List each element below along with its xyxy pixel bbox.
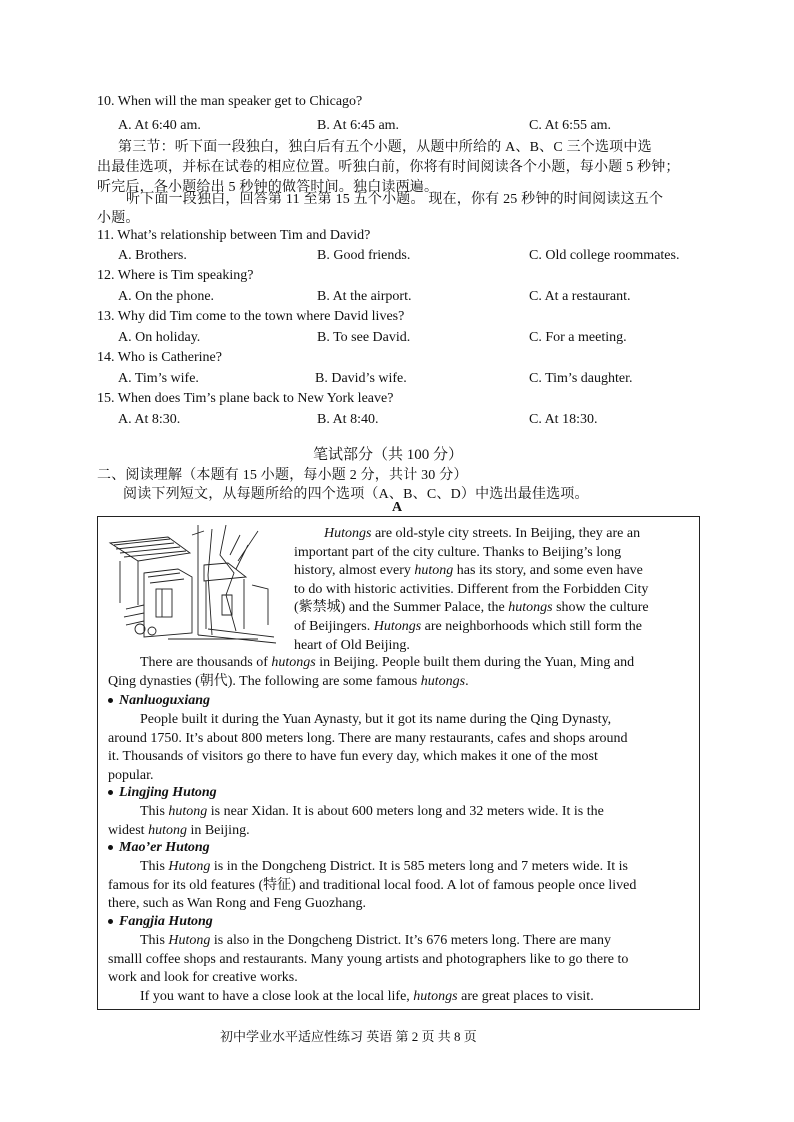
paragraph-nanluoguxiang: People built it during the Yuan Aynasty, but it got its name during the Qing Dynasty, around 1750. It’s about 800 meters long. There are many restaurants, cafes and shops around it. Thousands of visitors go there to have fun every day, which makes it one of the most popular. (108, 712, 628, 783)
section3-instruction-line3: 听完后，各小题给出 5 秒钟的做答时间。独白读两遍。 (97, 180, 439, 195)
intro-line-6: of Beijingers. Hutongs are neighborhoods which still form the (294, 618, 643, 634)
question-14: 14. Who is Catherine? (97, 350, 222, 365)
question-13: 13. Why did Tim come to the town where David lives? (97, 309, 405, 324)
intro-line-2: important part of the city culture. Thanks to Beijing’s long (294, 544, 622, 560)
intro-paragraph (294, 525, 692, 655)
question-12: 12. Where is Tim speaking? (97, 268, 254, 283)
q11-option-a: A. Brothers. (118, 248, 187, 263)
section3-instruction-line2: 出最佳选项，并标在试卷的相应位置。听独白前，你将有时间阅读各个小题，每小题 5 秒钟； (97, 160, 680, 175)
q11-option-b: B. Good friends. (317, 248, 411, 263)
passage-label: A (392, 500, 403, 515)
bullet-icon (108, 698, 113, 703)
page-footer: 初中学业水平适应性练习 英语 第 2 页 共 8 页 (220, 1029, 477, 1044)
heading-lingjing-hutong: Lingjing Hutong (108, 784, 217, 803)
question-11: 11. What’s relationship between Tim and David? (97, 228, 371, 243)
q11-option-c: C. Old college roommates. (529, 248, 680, 263)
section3-sub-instruction-line1: 听下面一段独白，回答第 11 至第 15 五个小题。 现在，你有 25 秒钟的时间阅读这五个 (126, 192, 664, 207)
q15-option-c: C. At 18:30. (529, 412, 598, 427)
question-15: 15. When does Tim’s plane back to New York leave? (97, 391, 394, 406)
question-10: 10. When will the man speaker get to Chicago? (97, 94, 363, 109)
heading-nanluoguxiang: Nanluoguxiang (108, 692, 210, 711)
q10-option-c: C. At 6:55 am. (529, 118, 612, 133)
paragraph-2: There are thousands of hutongs in Beijing. People built them during the Yuan, Ming and Qing dynasties (朝代). The following are some famous hutongs. (108, 655, 635, 689)
reading-instruction: 阅读下列短文，从每题所给的四个选项（A、B、C、D）中选出最佳选项。 (123, 487, 589, 502)
section3-sub-instruction-line2: 小题。 (97, 211, 140, 226)
hutong-sketch-image (108, 525, 278, 645)
q15-option-b: B. At 8:40. (317, 412, 379, 427)
passage-box (97, 516, 700, 1010)
paragraph-maoer-hutong: This Hutong is in the Dongcheng District. It is 585 meters long and 7 meters wide. It is famous for its old features (特征) and traditional local food. A lot of famous people once lived there, such as Wan Rong and Feng Guozhang. (108, 859, 637, 912)
bullet-icon (108, 845, 113, 850)
bullet-icon (108, 790, 113, 795)
q14-option-a: A. Tim’s wife. (118, 371, 199, 386)
heading-fangjia-hutong: Fangjia Hutong (108, 913, 213, 932)
written-part-title: 笔试部分（共 100 分） (313, 447, 464, 463)
q10-option-a: A. At 6:40 am. (118, 118, 201, 133)
intro-line-5: (紫禁城) and the Summer Palace, the hutongs show the culture (294, 600, 649, 616)
section3-instruction-line1: 第三节：听下面一段独白，独白后有五个小题，从题中所给的 A、B、C 三个选项中选 (118, 140, 652, 155)
intro-line-4: to do with historic activities. Different from the Forbidden City (294, 581, 649, 597)
intro-line-1: Hutongs are old-style city streets. In Beijing, they are an (324, 526, 641, 541)
q14-option-c: C. Tim’s daughter. (529, 371, 633, 386)
q10-option-b: B. At 6:45 am. (317, 118, 400, 133)
q12-option-c: C. At a restaurant. (529, 289, 631, 304)
q14-option-b: B. David’s wife. (315, 371, 407, 386)
heading-maoer-hutong: Mao’er Hutong (108, 839, 210, 858)
q12-option-b: B. At the airport. (317, 289, 412, 304)
intro-line-7: heart of Old Beijing. (294, 637, 410, 653)
paragraph-lingjing-hutong: This hutong is near Xidan. It is about 600 meters long and 32 meters wide. It is the widest hutong in Beijing. (108, 804, 604, 838)
bullet-icon (108, 919, 113, 924)
paragraph-fangjia-hutong: This Hutong is also in the Dongcheng District. It’s 676 meters long. There are many smalll coffee shops and restaurants. Many young artists and photographers like to go there to work and look for creative works. (108, 933, 629, 986)
q12-option-a: A. On the phone. (118, 289, 215, 304)
q13-option-b: B. To see David. (317, 330, 411, 345)
intro-line-3: history, almost every hutong has its story, and some even have (294, 563, 643, 579)
q15-option-a: A. At 8:30. (118, 412, 181, 427)
reading-section-title: 二、阅读理解（本题有 15 小题，每小题 2 分，共计 30 分） (97, 468, 468, 483)
q13-option-c: C. For a meeting. (529, 330, 627, 345)
q13-option-a: A. On holiday. (118, 330, 201, 345)
closing-paragraph: If you want to have a close look at the local life, hutongs are great places to visit. (140, 989, 594, 1004)
